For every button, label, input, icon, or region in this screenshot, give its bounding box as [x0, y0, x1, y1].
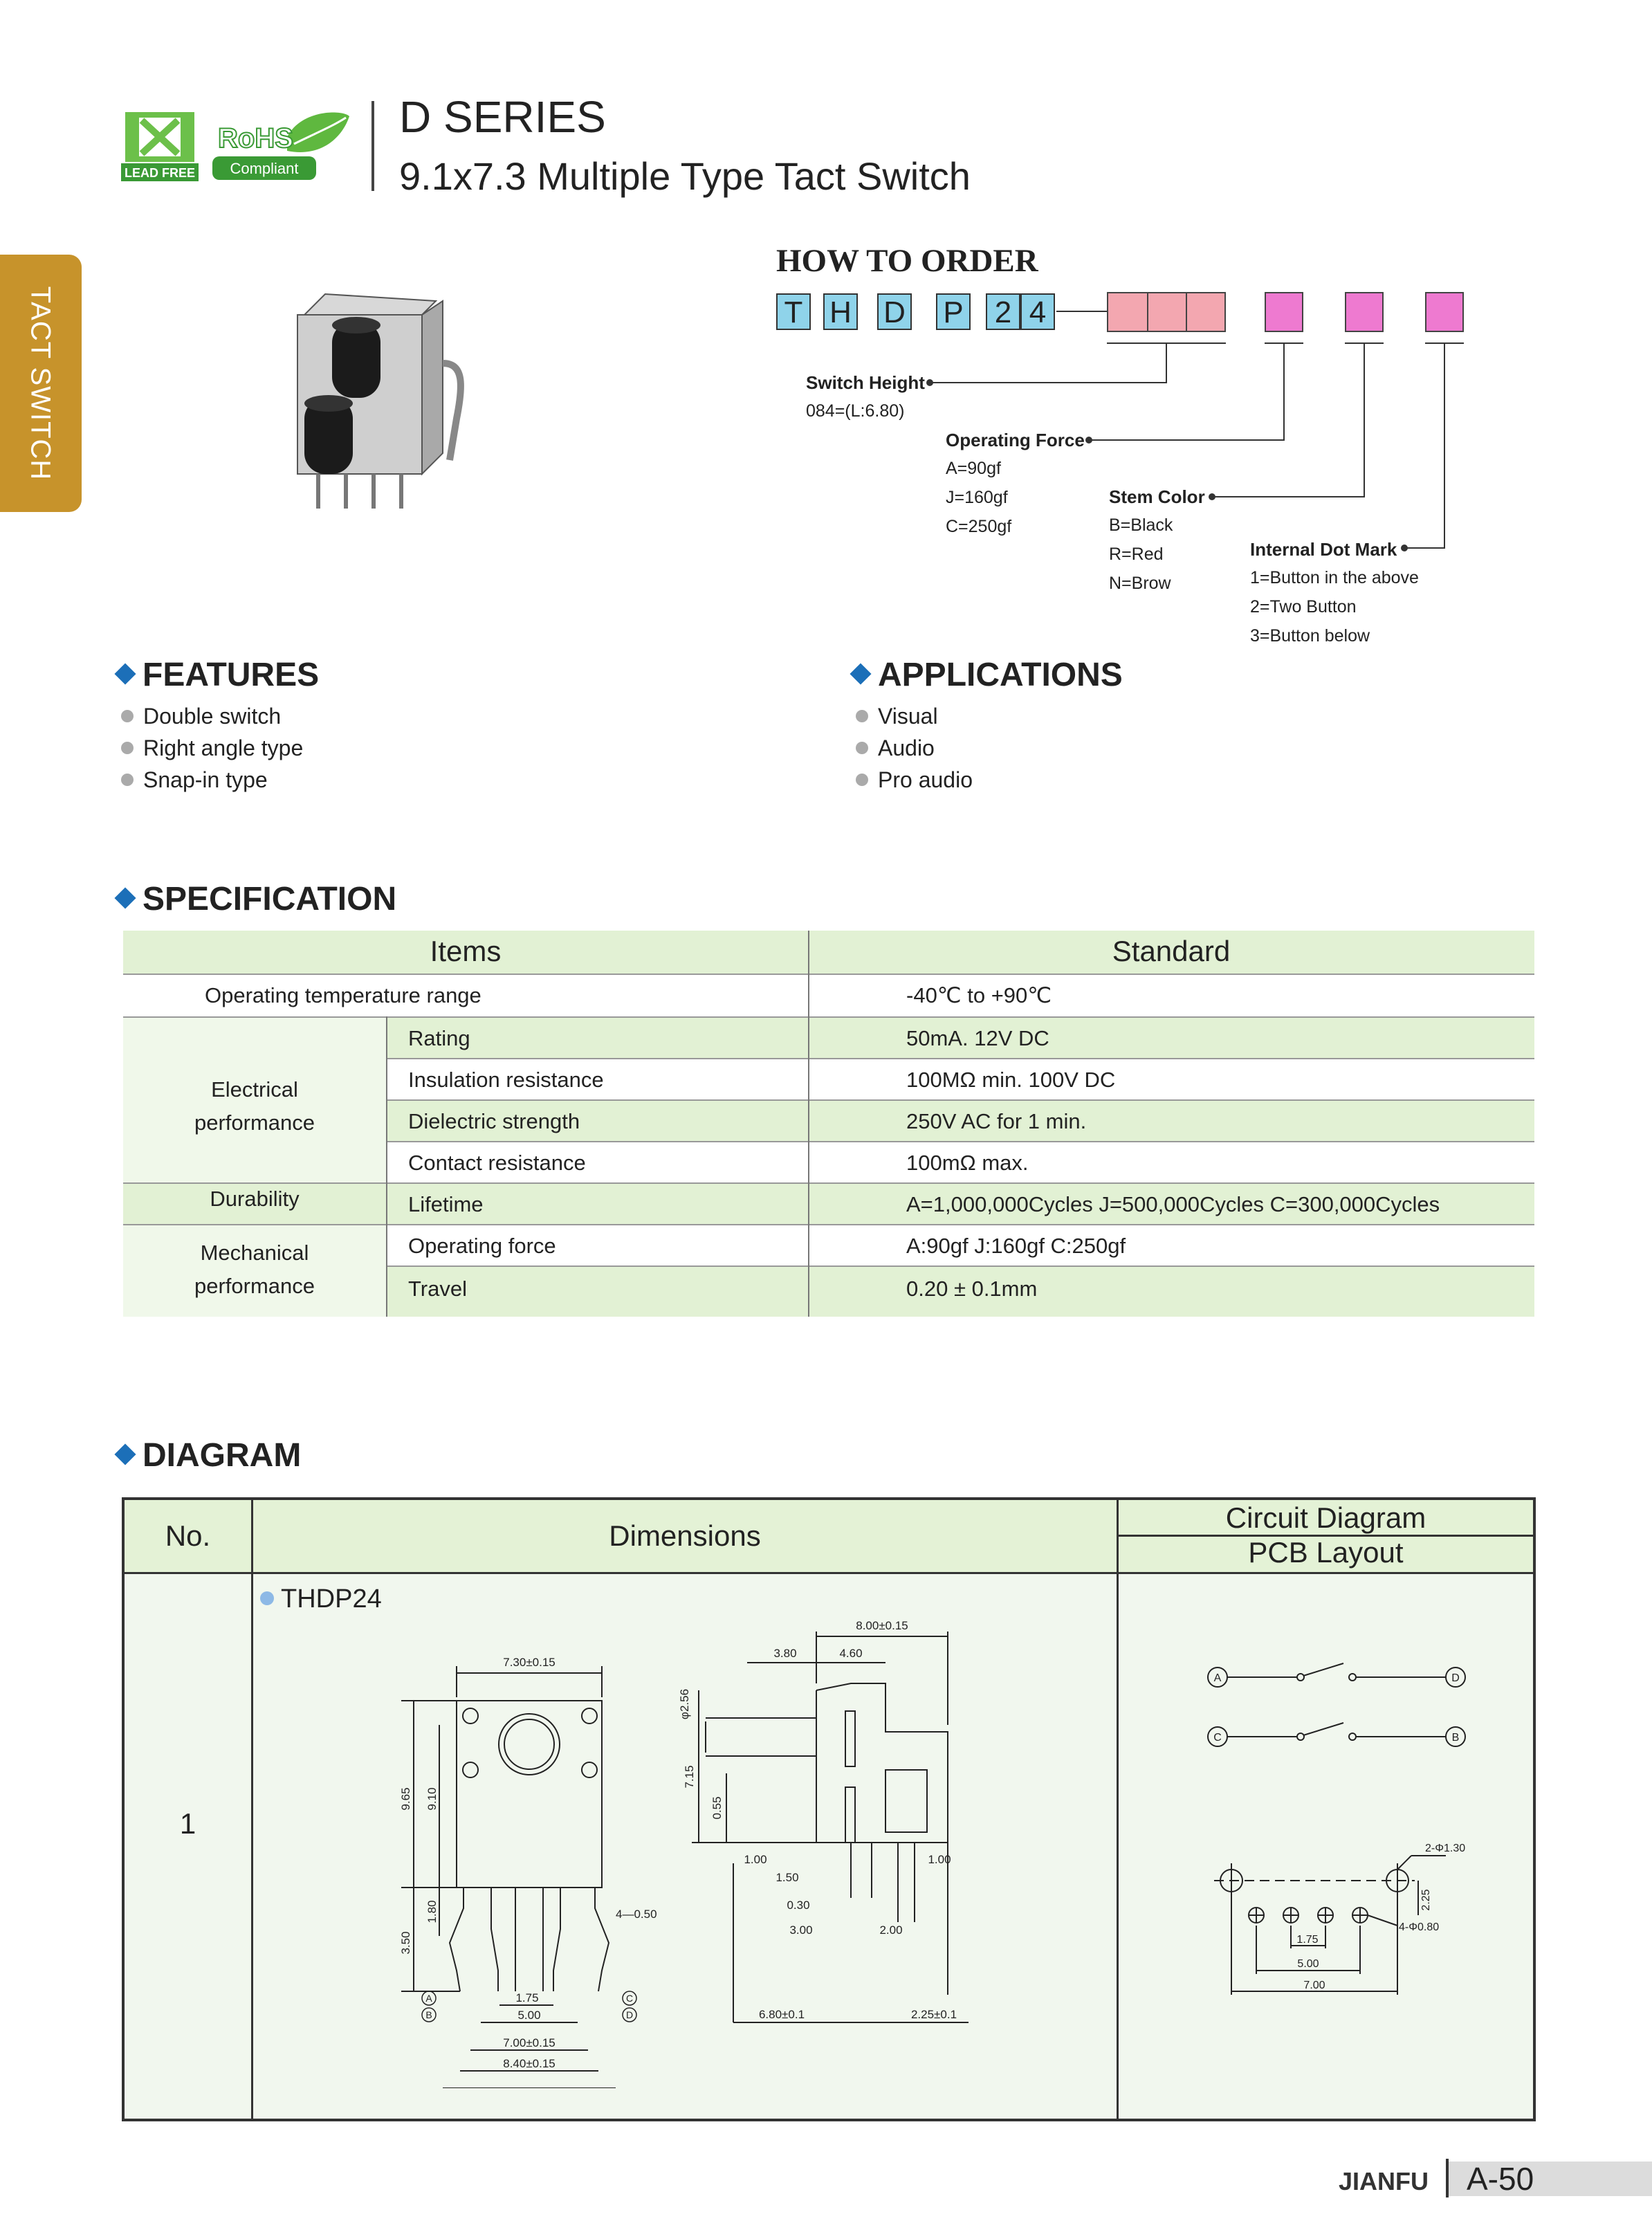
operating-force-label: Operating Force [946, 430, 1085, 450]
spec-group-bg [123, 1224, 386, 1317]
product-image [277, 280, 484, 522]
specification-table [123, 931, 1534, 1317]
order-code-char: 4 [1020, 293, 1055, 330]
spec-rule [123, 1182, 1534, 1184]
lead-free-logo [121, 109, 199, 181]
order-code-char: 2 [986, 293, 1020, 330]
diagram-col-rule [251, 1500, 253, 2119]
front-pin-label: 4—0.50 [616, 1908, 657, 1921]
stem-color-label: Stem Color [1109, 486, 1205, 507]
side-view-drawing [678, 1607, 1107, 2050]
stem-color-option: R=Red [1109, 545, 1164, 564]
order-dot-mark-box [1425, 292, 1464, 332]
diagram-row-no: 1 [179, 1807, 196, 1840]
spec-value: A:90gf J:160gf C:250gf [906, 1234, 1126, 1258]
diagram-model-label: THDP24 [281, 1584, 382, 1614]
spec-rule [386, 1141, 1534, 1142]
front-p175-label: 1.75 [515, 1991, 539, 2004]
features-heading [118, 656, 319, 694]
feature-item: Right angle type [121, 735, 303, 761]
diagram-rule [125, 1572, 1533, 1574]
circuit-c-label: C [1213, 1732, 1222, 1744]
circuit-d-label: D [1451, 1672, 1460, 1684]
spec-group-mechanical: Mechanical [200, 1241, 309, 1265]
side-d200-label: 2.00 [879, 1923, 903, 1937]
spec-item: Rating [408, 1026, 470, 1050]
stem-color-option: N=Brow [1109, 574, 1171, 593]
front-p700-label: 7.00±0.15 [503, 2036, 556, 2049]
spec-rule [123, 1224, 1534, 1225]
spec-header-items: Items [430, 935, 502, 967]
pcb-d175-label: 1.75 [1296, 1934, 1319, 1946]
side-d030-label: 0.30 [787, 1899, 810, 1912]
order-code-char: P [936, 293, 971, 330]
spec-value: 50mA. 12V DC [906, 1026, 1049, 1050]
application-item: Visual [856, 704, 938, 729]
feature-item: Snap-in type [121, 767, 268, 793]
diagram-col-rule [1117, 1500, 1119, 2119]
dot-mark-option: 2=Two Button [1250, 597, 1357, 616]
switch-height-option: 084=(L:6.80) [806, 401, 905, 421]
diamond-icon [114, 1444, 136, 1465]
side-tab [0, 255, 82, 512]
diagram-col-pcb: PCB Layout [1248, 1536, 1404, 1569]
features-title: FEATURES [143, 657, 320, 693]
footer-brand: JIANFU [1339, 2167, 1429, 2195]
specification-heading [118, 880, 396, 918]
switch-height-label: Switch Height [806, 372, 925, 393]
side-w460-label: 4.60 [839, 1647, 863, 1660]
side-tab-label: TACT SWITCH [25, 286, 56, 481]
side-w380-label: 3.80 [773, 1647, 797, 1660]
diagram-col-circuit: Circuit Diagram [1225, 1501, 1426, 1534]
pcb-small-holes-label: 4-Φ0.80 [1399, 1921, 1440, 1933]
spec-value: A=1,000,000Cycles J=500,000Cycles C=300,000Cycles [906, 1192, 1440, 1216]
side-d100b-label: 1.00 [928, 1853, 951, 1866]
spec-value: 250V AC for 1 min. [906, 1109, 1087, 1133]
diamond-icon [114, 664, 136, 685]
spec-group-mechanical: performance [194, 1274, 315, 1298]
order-switch-height-box [1107, 292, 1226, 332]
feature-item: Double switch [121, 704, 281, 729]
spec-value: 0.20 ± 0.1mm [906, 1277, 1038, 1301]
spec-group-electrical: Electrical [211, 1077, 298, 1102]
spec-item: Insulation resistance [408, 1068, 604, 1092]
spec-rule [386, 1099, 1534, 1101]
application-item: Pro audio [856, 767, 973, 793]
dot-mark-option: 1=Button in the above [1250, 568, 1419, 587]
pcb-d700-label: 7.00 [1303, 1980, 1325, 1991]
spec-item: Contact resistance [408, 1151, 586, 1175]
circuit-diagram [1162, 1652, 1494, 1763]
diagram-model [260, 1584, 382, 1614]
pcb-big-holes-label: 2-Φ1.30 [1425, 1843, 1466, 1854]
diagram-col-no: No. [165, 1519, 211, 1552]
dot-mark-option: 3=Button below [1250, 626, 1370, 646]
spec-group-electrical: performance [194, 1111, 315, 1135]
diagram-title: DIAGRAM [143, 1437, 302, 1474]
spec-col-rule [808, 931, 809, 1317]
applications-title: APPLICATIONS [878, 657, 1123, 693]
spec-rule [123, 1016, 1534, 1018]
side-d225-label: 2.25±0.1 [910, 2008, 957, 2021]
front-h1-label: 9.65 [399, 1787, 412, 1811]
footer-page-number: A-50 [1467, 2161, 1534, 2197]
side-d150-label: 1.50 [775, 1871, 799, 1884]
series-title: D SERIES [399, 92, 606, 142]
front-h2-label: 9.10 [425, 1787, 439, 1811]
pin-a-label: A [425, 1993, 432, 2004]
applications-heading [853, 656, 1123, 694]
spec-group-durability: Durability [210, 1187, 300, 1211]
pcb-d500-label: 5.00 [1297, 1958, 1319, 1970]
front-h3-label: 3.50 [399, 1931, 412, 1955]
spec-item: Dielectric strength [408, 1109, 580, 1133]
spec-value: 100MΩ min. 100V DC [906, 1068, 1116, 1092]
operating-force-option: J=160gf [946, 488, 1008, 507]
rohs-compliant-text: Compliant [230, 160, 299, 177]
spec-temp-value: -40℃ to +90℃ [906, 983, 1052, 1007]
order-code-char: T [776, 293, 811, 330]
how-to-order-title: HOW TO ORDER [776, 243, 1038, 279]
dot-mark-label: Internal Dot Mark [1250, 539, 1397, 560]
diagram-table [122, 1497, 1536, 2121]
rohs-logo [211, 109, 349, 181]
spec-temp-label: Operating temperature range [205, 983, 481, 1007]
side-d680-label: 6.80±0.1 [758, 2008, 805, 2021]
footer-page-box [1449, 2162, 1652, 2196]
operating-force-option: A=90gf [946, 459, 1001, 478]
side-d300-label: 3.00 [789, 1923, 813, 1937]
diagram-heading [118, 1436, 301, 1474]
rohs-text: RoHS [218, 123, 293, 154]
circuit-a-label: A [1213, 1672, 1222, 1684]
front-p840-label: 8.40±0.15 [503, 2057, 556, 2070]
side-d100a-label: 1.00 [744, 1853, 767, 1866]
application-item: Audio [856, 735, 935, 761]
order-stem-color-box [1345, 292, 1384, 332]
pcb-layout [1190, 1825, 1522, 2033]
order-code-char: D [877, 293, 912, 330]
spec-header-standard: Standard [1112, 935, 1231, 967]
spec-rule [386, 1058, 1534, 1059]
pin-d-label: D [625, 2009, 634, 2020]
specification-title: SPECIFICATION [143, 881, 397, 917]
diamond-icon [850, 664, 871, 685]
diagram-col-dimensions: Dimensions [609, 1519, 761, 1552]
spec-item: Operating force [408, 1234, 556, 1258]
bullet-icon [260, 1591, 274, 1605]
side-w800-label: 8.00±0.15 [856, 1619, 908, 1632]
pin-c-label: C [625, 1993, 634, 2004]
side-phi-label: φ2.56 [678, 1688, 691, 1720]
operating-force-option: C=250gf [946, 517, 1012, 536]
spec-col-rule [386, 1016, 387, 1317]
pcb-d225-label: 2.25 [1420, 1889, 1432, 1911]
circuit-b-label: B [1451, 1732, 1460, 1744]
order-code-char: H [823, 293, 858, 330]
spec-rule [386, 1265, 1534, 1267]
side-h055-label: 0.55 [710, 1796, 724, 1820]
spec-rule [123, 974, 1534, 975]
order-force-box [1265, 292, 1303, 332]
header-divider [371, 101, 374, 191]
spec-value: 100mΩ max. [906, 1151, 1029, 1175]
spec-item: Lifetime [408, 1192, 484, 1216]
stem-color-option: B=Black [1109, 515, 1173, 535]
pin-b-label: B [425, 2009, 432, 2020]
diamond-icon [114, 888, 136, 909]
lead-free-text: LEAD FREE [124, 166, 196, 180]
front-width-label: 7.30±0.15 [503, 1656, 556, 1669]
side-h715-label: 7.15 [683, 1765, 696, 1789]
front-h4-label: 1.80 [425, 1900, 439, 1923]
front-p500-label: 5.00 [517, 2009, 541, 2022]
spec-item: Travel [408, 1277, 467, 1301]
series-subtitle: 9.1x7.3 Multiple Type Tact Switch [399, 154, 971, 198]
